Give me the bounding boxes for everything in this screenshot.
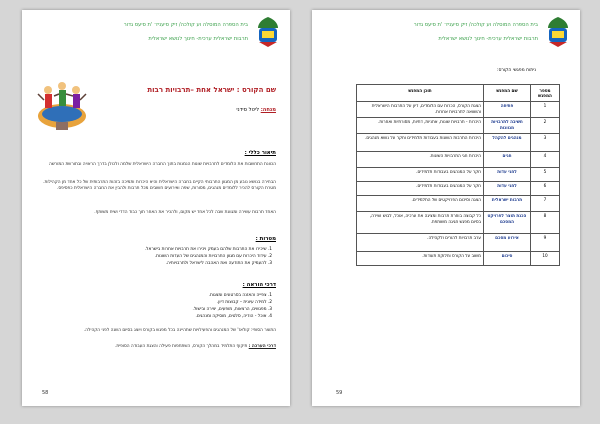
- school-emblem-icon: [254, 16, 282, 48]
- list-item: 1. צפייה והאזנה בסרטונים ומצגות.: [208, 293, 272, 298]
- table-row: [357, 152, 560, 168]
- course-author: [236, 107, 276, 113]
- session-content-cell: חקר על המנהגים בעבודות תלמידים.: [357, 168, 484, 182]
- session-content-cell: היכרות חגי התרבויות השונות.: [357, 152, 484, 168]
- session-content-cell: הצגה וסיכום הפרויקטים של התלמידים.: [357, 196, 484, 212]
- session-number-cell: 5: [531, 168, 560, 182]
- table-header-row: [357, 85, 560, 102]
- list-item: 2. עידוד היכרות עם מגוון התרבויות והמנהגים של העדות השונות.: [154, 254, 272, 259]
- session-number-cell: 6: [531, 182, 560, 196]
- table-row: [357, 212, 560, 234]
- table-row: [357, 168, 560, 182]
- goals-list: [36, 246, 272, 267]
- session-name-cell: לחגי עדות: [484, 182, 531, 196]
- right-page: [312, 10, 580, 406]
- session-number-cell: 2: [531, 118, 560, 134]
- author-name: ליטל סידני: [236, 107, 260, 113]
- header-line-2: תרבות ישראלית ערכית- חינוך לנושא ישראלית: [438, 36, 538, 42]
- page-header: [320, 16, 572, 50]
- header-session-number: מספר המפגש: [531, 85, 560, 102]
- session-content-cell: כל קבוצה בוחרת תרבות ומציגה את ערכיה, אוכל, לבוש ושירה, בסיום מפגש חגיגה משותפת.: [357, 212, 484, 234]
- course-title: שם הקורס : ישראל אחת –תרבויות רבות: [147, 86, 276, 94]
- table-row: [357, 102, 560, 118]
- header-session-name: שם המפגש: [484, 85, 531, 102]
- sessions-label: ניתוח מפגשי הקורס:: [496, 68, 536, 73]
- overview-paragraph-2: הבחירה בנושא נובע מן המגוון התרבותי הקיים בחברה הישראלית והיא היכרות ותמיכה בזהות התרבותית של כל אחד מן הקהילות. מטרת הקורס להכיר ללומדים מנהגים, מסורות, שפה ואירועים חשובים מכל תרבות ולהבין את החברה הישראלית כפסיפס.: [43, 180, 276, 191]
- session-name-cell: חשיבה לתרבויות מגוונות: [484, 118, 531, 134]
- session-content-cell: חקר על המנהגים בעבודות תלמידים.: [357, 182, 484, 196]
- overview-paragraph-1: הכוונת התחשבות את הלומדים לתרבויות שונות הנמנות בתוך החברה הישראלית שלמה ולכולן בדרך הראויה ובתורשת המורשה: [48, 162, 276, 167]
- evaluation-label: דרכי הערכה :: [248, 344, 276, 349]
- session-name-cell: סיכום: [484, 252, 531, 266]
- session-content-cell: ערב תרבויות להורים ולקהילה.: [357, 234, 484, 252]
- session-name-cell: תרבות ישראלית: [484, 196, 531, 212]
- session-name-cell: חגים: [484, 152, 531, 168]
- page-number: 59: [336, 390, 343, 396]
- sessions-table: [356, 84, 560, 266]
- page-header: [30, 16, 282, 50]
- table-row: [357, 182, 560, 196]
- overview-paragraph-3: האחד תרבות עשירה ומגוונת שבה לכל אחד יש מקום, ולהכיר את האחר תוך כבוד הדדי ושיח משותף.: [94, 210, 276, 215]
- dancers-illustration: [36, 76, 88, 134]
- school-emblem-icon: [544, 16, 572, 48]
- session-content-cell: היכרות - תרבויות שונות, אתניות, דתיות, מסורתיות ואחרות.: [357, 118, 484, 134]
- methods-heading: דרכי הוראה :: [242, 282, 276, 288]
- list-item: 1. שיכירו את התרבות שלהם בעמק ויכירו את תרבויות אחרות בישראל.: [144, 247, 272, 252]
- session-number-cell: 1: [531, 102, 560, 118]
- list-item: 3. להעמיק את התודעה ואת האהבה לישראל ולתרבויותיה.: [165, 261, 272, 266]
- session-name-cell: לחגי עדות: [484, 168, 531, 182]
- header-line-1: בית הספרה המוסלה וע קולכה/ זיק סיעניז׳ 'ת סיעס גדור: [413, 22, 538, 28]
- evaluation-block: [36, 344, 276, 350]
- goals-heading: מטרות :: [255, 236, 276, 242]
- table-row: [357, 196, 560, 212]
- table-body: [357, 102, 560, 266]
- session-name-cell: אירוע מסכם: [484, 234, 531, 252]
- session-number-cell: 7: [531, 196, 560, 212]
- header-session-content: תוכן המפגש: [357, 85, 484, 102]
- session-content-cell: הצגת הקורס, הכרות עם הלומדים, דיון על התרבות הישראלית והשוואה לתרבויות אחרות.: [357, 102, 484, 118]
- page-number: 58: [42, 390, 49, 396]
- session-number-cell: 9: [531, 234, 560, 252]
- session-number-cell: 3: [531, 134, 560, 152]
- left-page: [22, 10, 290, 406]
- table-row: [357, 252, 560, 266]
- session-name-cell: מנהגים להקהל: [484, 134, 531, 152]
- overview-heading: תיאור כללי :: [244, 150, 276, 156]
- methods-list: [36, 292, 272, 320]
- header-line-1: בית הספרה המוסלה וע קולכה/ זיק סיעניז׳ 'ת סיעס גדור: [123, 22, 248, 28]
- session-name-cell: פתיחה: [484, 102, 531, 118]
- session-content-cell: היכרות התרבות השונות בעבודות תלמידים וחקר על נושא מנהגים.: [357, 134, 484, 152]
- author-label: מנחה:: [260, 107, 276, 113]
- table-row: [357, 234, 560, 252]
- session-number-cell: 10: [531, 252, 560, 266]
- header-line-2: תרבות ישראלית ערכית- חינוך לנושא ישראלית: [148, 36, 248, 42]
- session-name-cell: הכנת תוצר לפרויקט המסכם: [484, 212, 531, 234]
- list-item: 3. מפגשים, הרצאות, מופעים, יצירה ובישול.: [192, 307, 272, 312]
- closing-text: התוצר הסופי: קולאז' של המנהגים והפעילויות שתהיינה בכל מפגש בקורס ויוצג בסיום השנה לפני הקהילה.: [83, 328, 276, 333]
- list-item: 4. אוכל - הודיה, סלטים, מוסיקה ומנהגים.: [195, 314, 272, 319]
- table-row: [357, 118, 560, 134]
- session-content-cell: משוב על הקורס וחלוקת תעודות.: [357, 252, 484, 266]
- session-number-cell: 8: [531, 212, 560, 234]
- evaluation-text: תיקוף התלמיד במהלך הקורס, השתתפות פעילה והצגת העבודה הסופית.: [114, 344, 248, 349]
- table-row: [357, 134, 560, 152]
- list-item: 2. למידה עיונית – קבוצות דיון.: [216, 300, 272, 305]
- session-number-cell: 4: [531, 152, 560, 168]
